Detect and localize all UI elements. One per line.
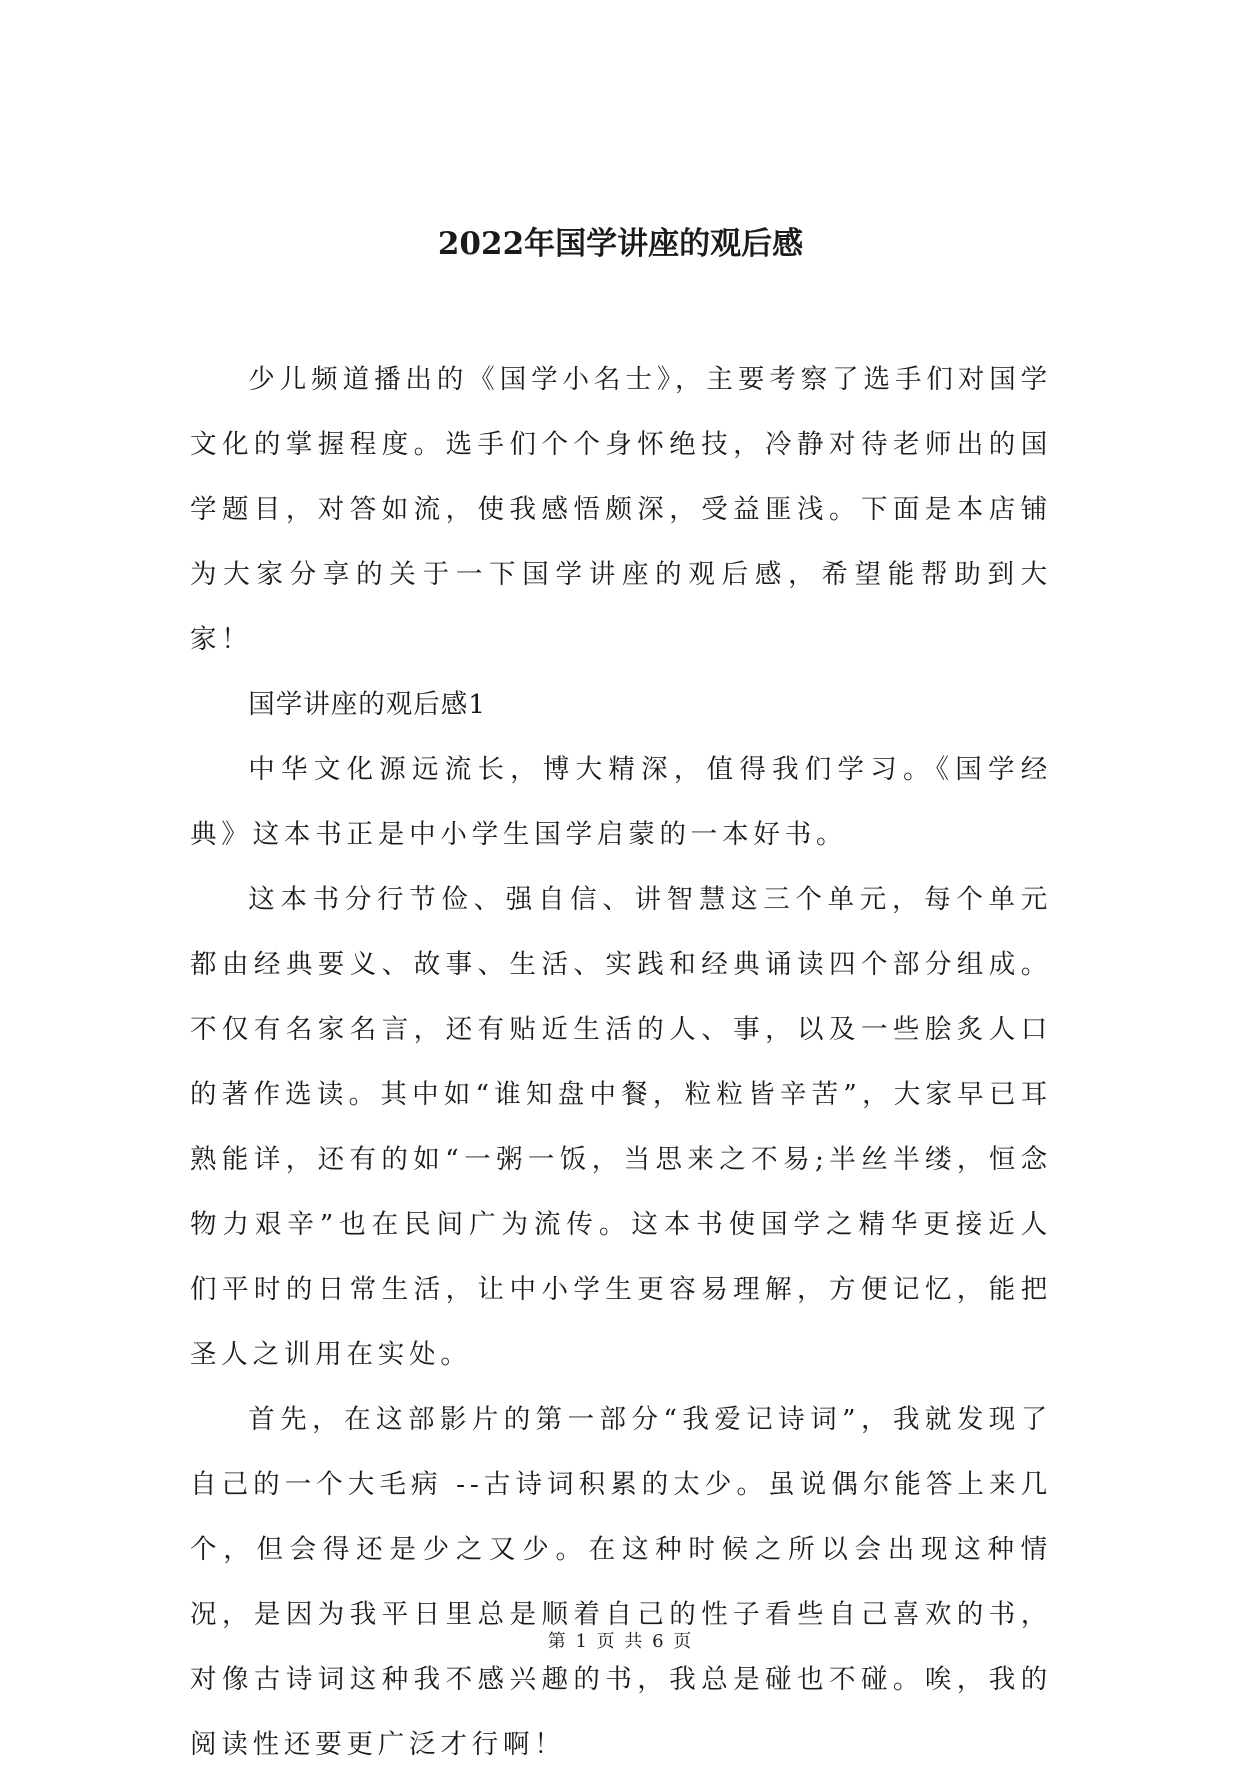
paragraph-poetry: 首先，在这部影片的第一部分“我爱记诗词”，我就发现了自己的一个大毛病 --古诗词积累的太少。虽说偶尔能答上来几个，但会得还是少之又少。在这种时候之所以会出现这种情况，是因为我平日里总是顺着自己的性子看些自己喜欢的书，对像古诗词这种我不感兴趣的书，我总是碰也不碰。唉，我的阅读性还要更广泛才行啊！ bbox=[190, 1404, 1052, 1760]
document-body bbox=[190, 347, 1052, 1777]
document-title: 2022年国学讲座的观后感 bbox=[437, 226, 804, 262]
page-footer: 第 1 页 共 6 页 bbox=[547, 1631, 694, 1652]
paragraph-intro: 少儿频道播出的《国学小名士》，主要考察了选手们对国学文化的掌握程度。选手们个个身怀绝技，冷静对待老师出的国学题目，对答如流，使我感悟颇深，受益匪浅。下面是本店铺为大家分享的关于一下国学讲座的观后感，希望能帮助到大家！ bbox=[190, 364, 1052, 655]
paragraph-culture: 中华文化源远流长，博大精深，值得我们学习。《国学经典》这本书正是中小学生国学启蒙的一本好书。 bbox=[190, 754, 1052, 850]
section-heading: 国学讲座的观后感1 bbox=[248, 689, 487, 720]
paragraph-book-structure: 这本书分行节俭、强自信、讲智慧这三个单元，每个单元都由经典要义、故事、生活、实践和经典诵读四个部分组成。不仅有名家名言，还有贴近生活的人、事，以及一些脍炙人口的著作选读。其中如“谁知盘中餐，粒粒皆辛苦”，大家早已耳熟能详，还有的如“一粥一饭，当思来之不易;半丝半缕，恒念物力艰辛”也在民间广为流传。这本书使国学之精华更接近人们平时的日常生活，让中小学生更容易理解，方便记忆，能把圣人之训用在实处。 bbox=[190, 884, 1052, 1370]
